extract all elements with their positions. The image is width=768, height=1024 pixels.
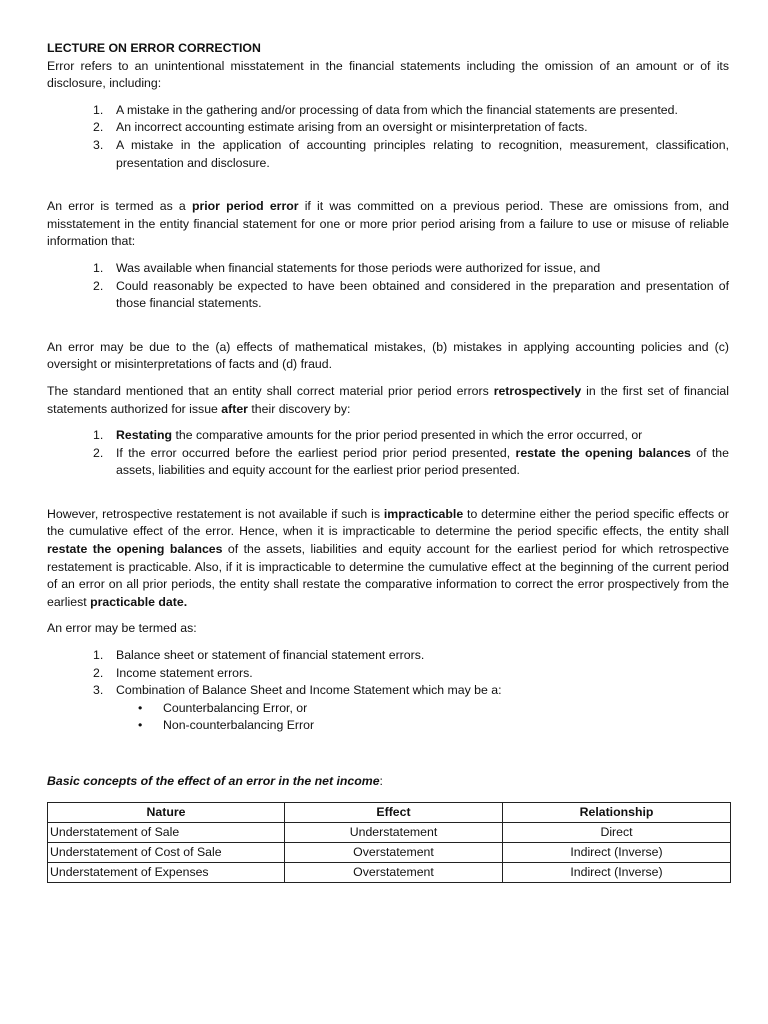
intro-paragraph: Error refers to an unintentional misstatement in the financial statements including the omission of an amount or of its disclosure, including: (47, 58, 729, 91)
list-number: 1. (93, 102, 104, 117)
list-item (47, 647, 729, 665)
list-item-text: If the error occurred before the earliest period prior period presented, (116, 445, 516, 460)
list-item (47, 137, 729, 172)
termed-list (47, 647, 729, 700)
list-item (47, 427, 729, 445)
bold-term: practicable date. (90, 594, 188, 609)
prior-period-list (47, 260, 729, 313)
basic-concepts-heading (47, 773, 729, 791)
prior-period-paragraph (47, 198, 729, 251)
list-item (47, 445, 729, 480)
table-cell: Overstatement (285, 862, 503, 882)
list-item-text: the comparative amounts for the prior period presented in which the error occurred, or (172, 428, 643, 443)
list-item (47, 260, 729, 278)
bullet-item (47, 717, 729, 735)
list-item (47, 665, 729, 683)
causes-paragraph: An error may be due to the (a) effects of mathematical mistakes, (b) mistakes in applying accounting policies and (c) oversight or misinterpretations of facts and (d) fraud. (47, 339, 729, 372)
bullet-text: Counterbalancing Error, or (163, 700, 308, 715)
table-row (48, 862, 731, 882)
bullet-icon: • (138, 700, 143, 715)
list-number: 1. (93, 648, 104, 663)
table-cell: Understatement (285, 822, 503, 842)
table-cell: Indirect (Inverse) (503, 862, 731, 882)
heading-colon: : (379, 774, 383, 788)
bold-term: retrospectively (493, 383, 582, 398)
list-item (47, 119, 729, 137)
intro-list (47, 102, 729, 172)
list-number: 2. (93, 120, 104, 135)
lecture-title: LECTURE ON ERROR CORRECTION (47, 41, 261, 55)
table-cell: Understatement of Expenses (48, 862, 285, 882)
column-header-nature: Nature (48, 802, 285, 822)
list-item-text: Could reasonably be expected to have been obtained and considered in the preparation and presentation of those financial statements. (116, 278, 729, 311)
bullet-text: Non-counterbalancing Error (163, 718, 315, 733)
termed-sublist (47, 700, 729, 735)
bold-term: prior period error (191, 199, 299, 214)
column-header-relationship: Relationship (503, 802, 731, 822)
text-run: to determine either the period specific effects or the cumulative effect of the error. Hence, when it is impracticable to determine the period specific effects, the entity shall (47, 506, 729, 539)
list-item-text: Combination of Balance Sheet and Income Statement which may be a: (116, 683, 502, 698)
list-number: 2. (93, 445, 104, 460)
list-item-text: Income statement errors. (116, 665, 253, 680)
list-item-text: An incorrect accounting estimate arising from an oversight or misinterpretation of facts. (116, 120, 588, 135)
text-run: if it was committed on a previous period. These are omissions from, and misstatement in the entity financial statement for one or more prior period arising from a failure to use or misuse of reliable information that: (47, 199, 729, 249)
heading-text: Basic concepts of the effect of an error in the net income (47, 774, 380, 788)
however-paragraph (47, 506, 729, 612)
bullet-icon: • (138, 718, 143, 733)
list-item (47, 682, 729, 700)
list-item-text: A mistake in the application of accounting principles relating to recognition, measurement, classification, presentation and disclosure. (116, 137, 729, 170)
table-header-row (48, 802, 731, 822)
list-number: 2. (93, 278, 104, 293)
bold-term: restate the opening balances (47, 542, 223, 557)
text-run: their discovery by: (247, 401, 351, 416)
bullet-item (47, 700, 729, 718)
standard-paragraph (47, 383, 729, 418)
table-cell: Understatement of Sale (48, 822, 285, 842)
list-number: 3. (93, 683, 104, 698)
list-item (47, 102, 729, 120)
text-run: The standard mentioned that an entity shall correct material prior period errors (47, 383, 494, 398)
list-item-text: A mistake in the gathering and/or processing of data from which the financial statements are presented. (116, 102, 678, 117)
effects-table (47, 802, 731, 883)
list-item-text: Balance sheet or statement of financial statement errors. (116, 648, 425, 663)
termed-paragraph: An error may be termed as: (47, 621, 197, 636)
list-item-text: Was available when financial statements for those periods were authorized for issue, and (116, 260, 601, 275)
table-row (48, 842, 731, 862)
table-row (48, 822, 731, 842)
table-cell: Direct (503, 822, 731, 842)
document-page (47, 40, 729, 883)
bold-term: Restating (116, 428, 173, 443)
text-run: of the assets, liabilities and equity account for the earliest period for which retrospective restatement is practicable. Also, if it is impracticable to determine the cumulative effect at the beginning of the current period of an error on all prior periods, the entity shall restate the comparative information to correct the error prospectively from the earliest (47, 542, 729, 609)
list-number: 1. (93, 260, 104, 275)
column-header-effect: Effect (285, 802, 503, 822)
list-number: 1. (93, 428, 104, 443)
text-run: An error is termed as a (47, 199, 192, 214)
list-number: 2. (93, 665, 104, 680)
list-item-text: of the assets, liabilities and equity account for the earliest prior period presented. (116, 445, 729, 478)
table-cell: Understatement of Cost of Sale (48, 842, 285, 862)
bold-term: restate the opening balances (515, 445, 691, 460)
bold-term: impracticable (383, 506, 464, 521)
list-item (47, 278, 729, 313)
list-number: 3. (93, 137, 104, 152)
text-run: in the first set of financial statements authorized for issue (47, 383, 729, 416)
bold-term: after (221, 401, 248, 416)
table-cell: Indirect (Inverse) (503, 842, 731, 862)
text-run: However, retrospective restatement is not available if such is (47, 506, 384, 521)
table-cell: Overstatement (285, 842, 503, 862)
standard-list (47, 427, 729, 480)
